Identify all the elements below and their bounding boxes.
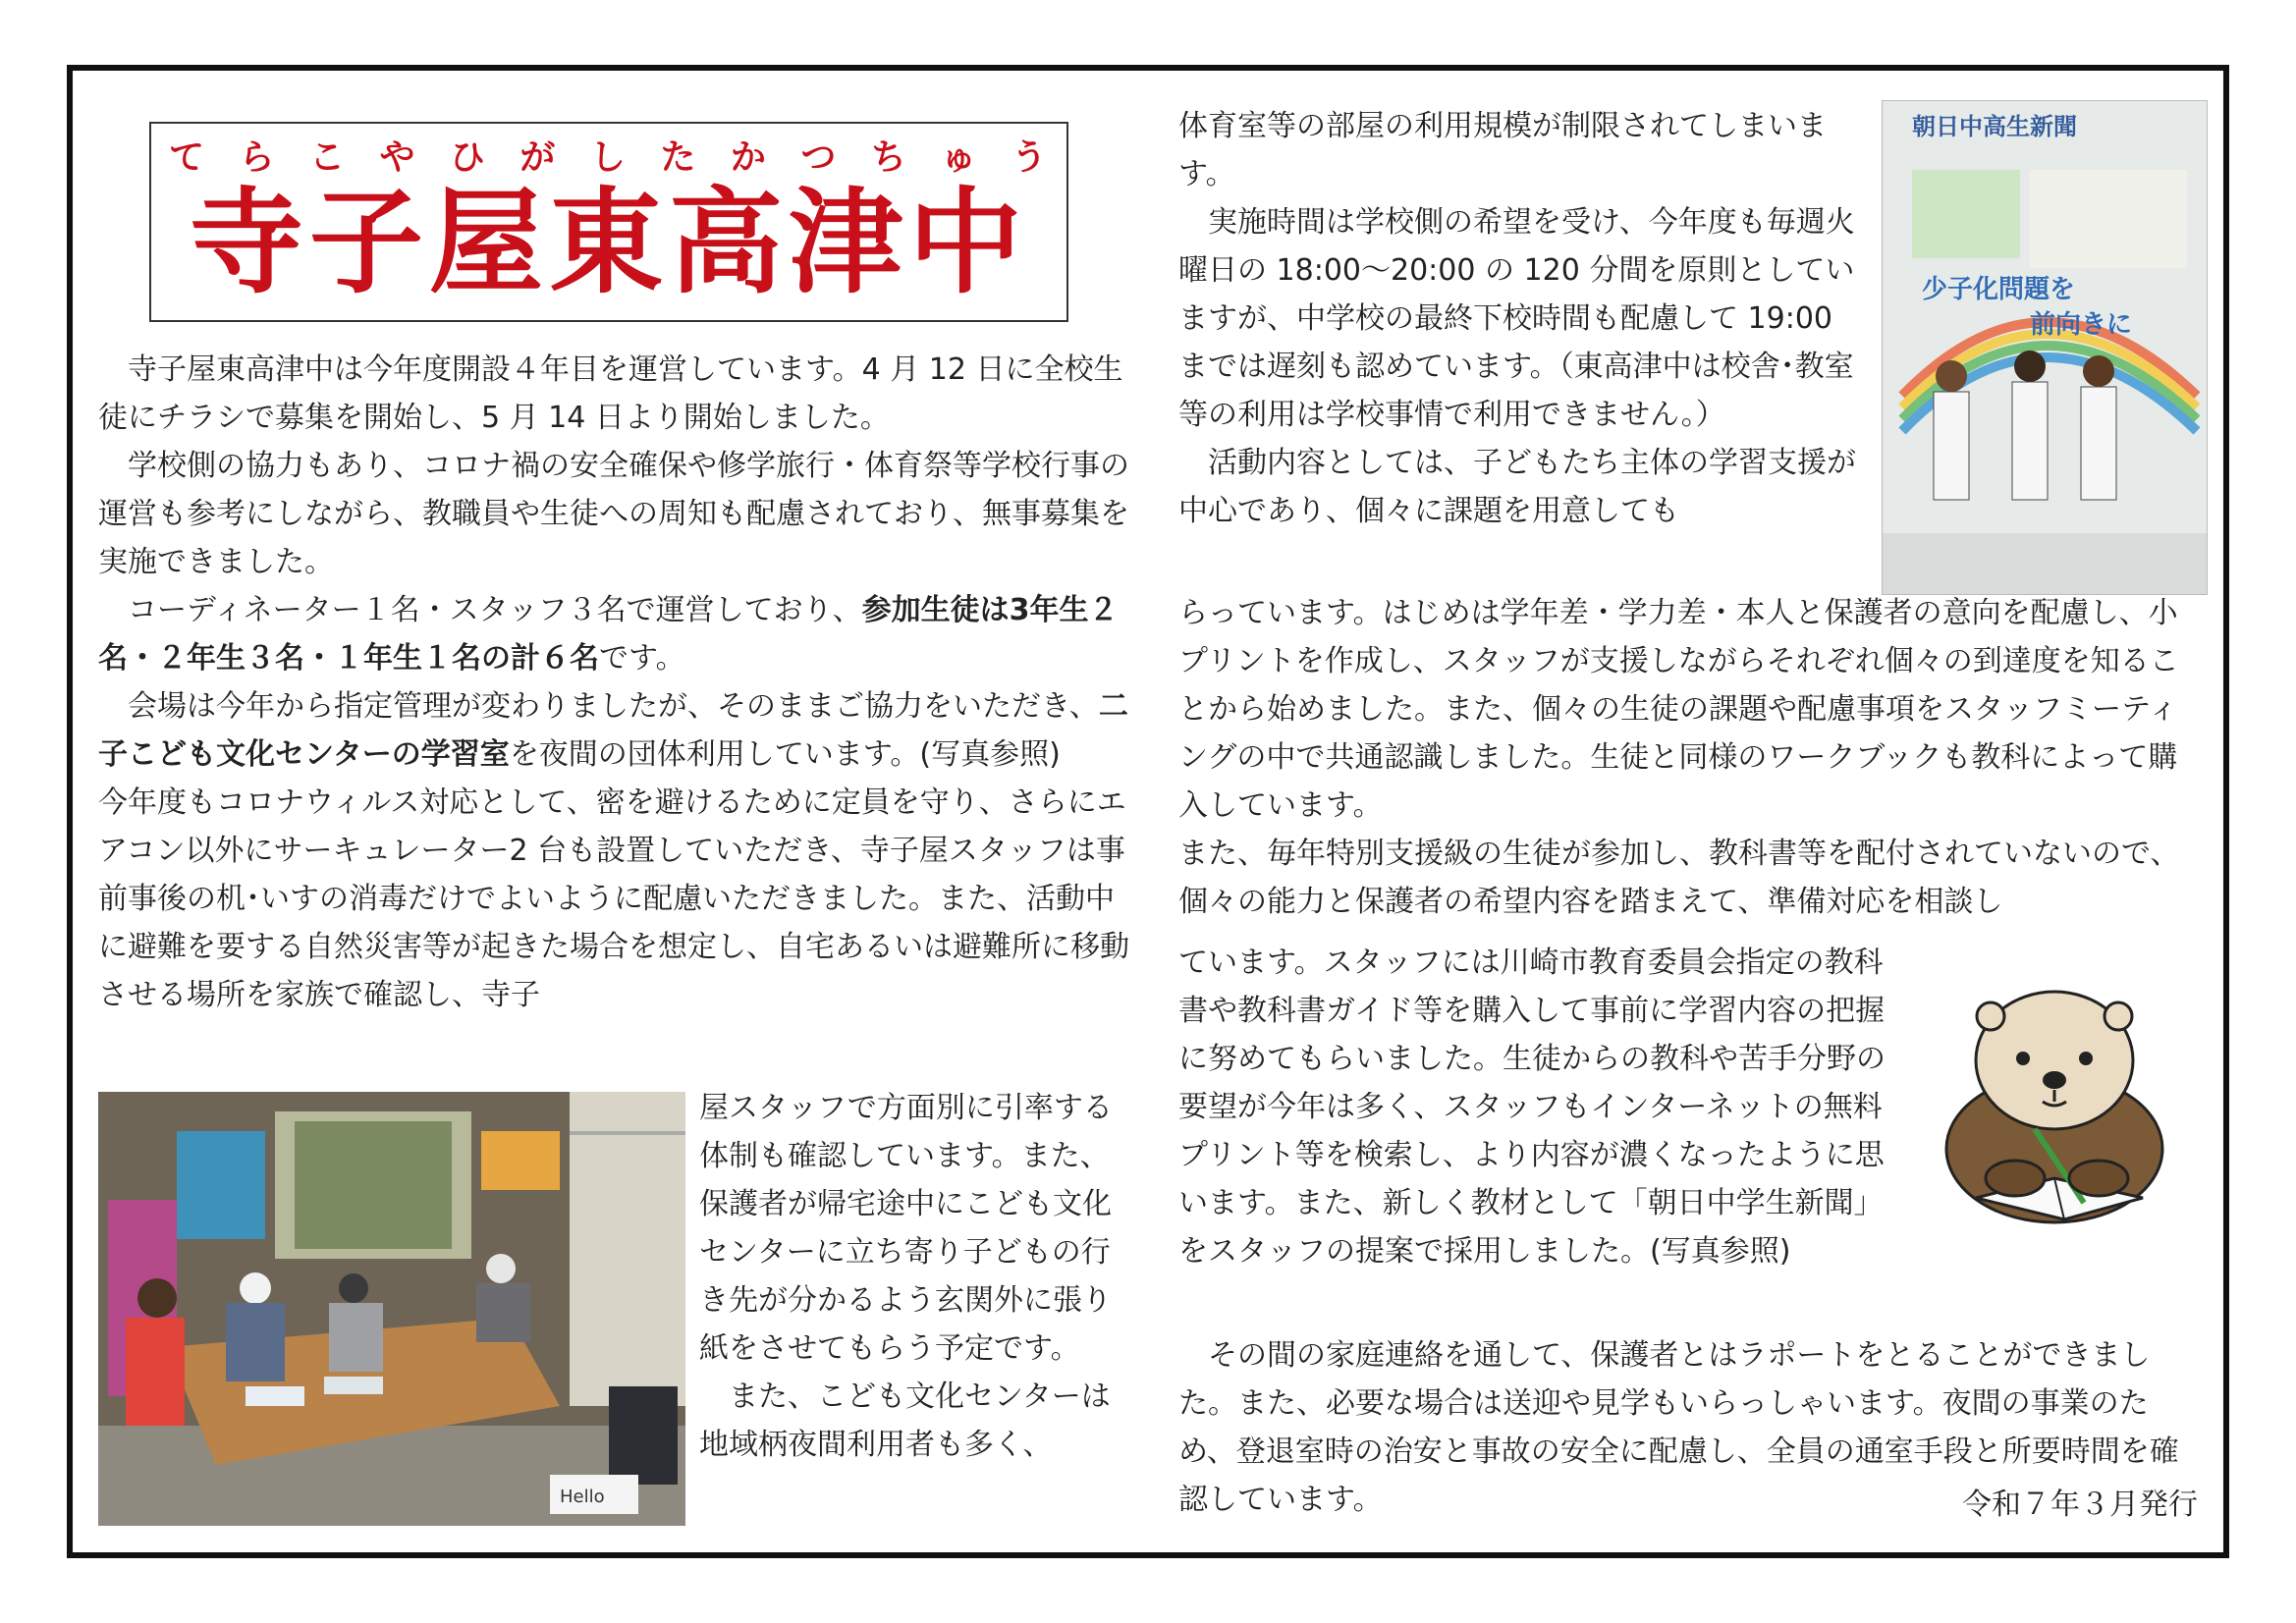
paragraph-7: 実施時間は学校側の希望を受け、今年度も毎週火曜日の 18:00～20:00 の 120 分間を原則としていますが、中学校の最終下校時間も配慮して 19:00 までは遅刻も認めています。（東高津中は校舎･教室等の利用は学校事情で利用できません。） [1178,205,1855,432]
ruby-char: ち [870,137,908,178]
page-title: 寺子屋東高津中 [190,176,1028,309]
ruby-char: が [519,137,558,178]
text-run: コーディネーター１名・スタッフ３名で運営しており、 [128,593,862,627]
ruby-char: つ [800,137,839,178]
text-run: 会場は今年から指定管理が変わりましたが、そのままご協力をいただき、 [128,689,1099,724]
ruby-char: や [379,137,417,178]
ruby-char: か [730,137,768,178]
title-ruby [169,130,1049,180]
newspaper-masthead: 朝日中高生新聞 [1912,113,2077,140]
ruby-char: て [169,137,207,178]
title-box [149,122,1068,322]
paragraph-10: その間の家庭連絡を通して、保護者とはラポートをとることができました。また、必要な場合は送迎や見学もいらっしゃいます。夜間の事業のため、登退室時の治安と事故の安全に配慮し、全員の通室手段と所要時間を確認しています。 [1178,1338,2179,1517]
paragraph-8-cont: らっています。はじめは学年差・学力差・本人と保護者の意向を配慮し、小プリントを作成し、スタッフが支援しながらそれぞれ個々の到達度を知ることから始めました。また、個々の生徒の課題や配慮事項をスタッフミーティングの中で共通認識しました。生徒と同様のワークブックも教科によって購入しています。 [1178,596,2179,823]
right-narrow-top-column [1178,102,1866,535]
right-narrow-bottom-column [1178,939,1905,1275]
ruby-char: う [1011,137,1049,178]
issue-date: 令和７年３月発行 [1962,1488,2198,1522]
paragraph-6-cont: 体育室等の部屋の利用規模が制限されてしまいます。 [1178,109,1827,191]
ruby-char: し [589,137,628,178]
paragraph-1: 寺子屋東高津中は今年度開設４年目を運営しています。4 月 12 日に全校生徒にチラシで募集を開始し、5 月 14 日より開始しました。 [98,352,1123,435]
paragraph-3 [98,586,1129,682]
text-run: を夜間の団体利用しています。(写真参照) [509,737,1061,772]
paragraph-9-start: また、毎年特別支援級の生徒が参加し、教科書等を配付されていないので、個々の能力と保護者の希望内容を踏まえて、準備対応を相談し [1178,837,2180,919]
ruby-char: こ [308,137,347,178]
paragraph-6: また、こども文化センターは地域柄夜間利用者も多く、 [699,1380,1111,1462]
bold-text: 二子こども文化センターの学習室 [98,689,1128,772]
ruby-char: ら [239,137,277,178]
paragraph-8-start: 活動内容としては、子どもたち主体の学習支援が中心であり、個々に課題を用意しても [1178,446,1856,528]
newspaper-headline-2: 前向きに [2030,310,2133,340]
classroom-photo-image [98,1092,685,1526]
otter-icon [1937,982,2172,1227]
ruby-char: ゅ [941,137,979,178]
paragraph-4 [98,682,1129,779]
newspaper-image [1883,101,2207,594]
classroom-photo [98,1092,685,1526]
paragraph-9-cont: ています。スタッフには川崎市教育委員会指定の教科書や教科書ガイド等を購入して事前に学習内容の把握に努めてもらいました。生徒からの教科や苦手分野の要望が今年は多く、スタッフもインターネットの無料プリント等を検索し、より内容が濃くなったように思います。また、新しく教材として「朝日中学生新聞」をスタッフの提案で採用しました。(写真参照) [1178,946,1886,1269]
paragraph-5: 今年度もコロナウィルス対応として、密を避けるために定員を守り、さらにエアコン以外にサーキュレーター2 台も設置していただき、寺子屋スタッフは事前事後の机･いすの消毒だけでよいように配慮いただきました。また、活動中に避難を要する自然災害等が起きた場合を想定し、自宅あるいは避難所に移動させる場所を家族で確認し、寺子 [98,785,1129,1012]
left-narrow-column [699,1084,1131,1469]
otter-illustration [1937,982,2172,1227]
right-column-middle [1178,589,2200,926]
paragraph-5-cont: 屋スタッフで方面別に引率する体制も確認しています。また、保護者が帰宅途中にこども文化センターに立ち寄り子どもの行き先が分かるよう玄関外に張り紙をさせてもらう予定です。 [699,1091,1113,1366]
newspaper-headline-1: 少子化問題を [1922,275,2076,304]
ruby-char: ひ [449,137,487,178]
newspaper-photo [1882,100,2208,595]
left-column [98,346,1129,1019]
paragraph-2: 学校側の協力もあり、コロナ禍の安全確保や修学旅行・体育祭等学校行事の運営も参考にしながら、教職員や生徒への周知も配慮されており、無事募集を実施できました。 [98,449,1129,579]
bold-text: 参加生徒は3年生２名・２年生３名・１年生１名の計６名 [98,593,1119,676]
shirt-text: Hello [560,1487,605,1507]
ruby-char: た [660,137,698,178]
text-run: です。 [599,641,685,676]
